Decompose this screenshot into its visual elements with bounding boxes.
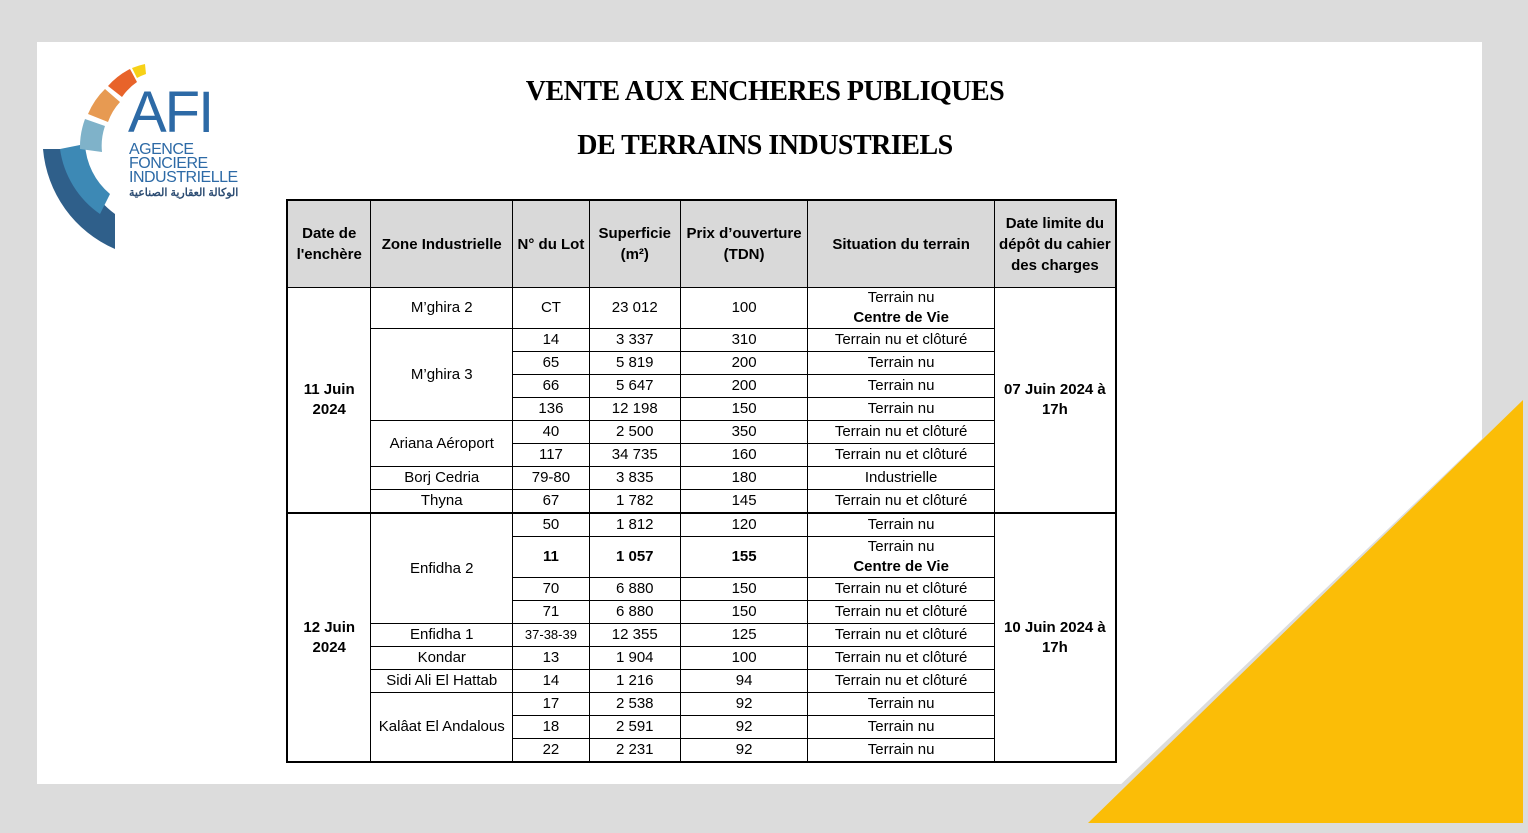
header-prix: Prix d’ouverture (TDN) <box>680 200 808 288</box>
lot-cell: 71 <box>513 601 590 624</box>
situation-cell <box>808 490 994 514</box>
situation-cell <box>808 329 994 352</box>
table-row <box>287 624 1116 647</box>
table-row <box>287 421 1116 444</box>
situation-text: Terrain nu et clôturé <box>834 492 968 509</box>
auction-date-cell: 12 Juin 2024 <box>287 513 371 762</box>
situation-cell <box>808 716 994 739</box>
table-row <box>287 693 1116 716</box>
afi-logo <box>40 64 270 254</box>
superficie-cell: 2 231 <box>589 739 680 763</box>
situation-text: Terrain nu et clôturé <box>834 580 968 597</box>
situation-cell <box>808 670 994 693</box>
situation-cell <box>808 375 994 398</box>
table-row <box>287 329 1116 352</box>
prix-cell: 92 <box>680 693 808 716</box>
situation-cell <box>808 513 994 537</box>
superficie-cell: 2 591 <box>589 716 680 739</box>
situation-cell <box>808 647 994 670</box>
prix-cell: 350 <box>680 421 808 444</box>
superficie-cell: 2 538 <box>589 693 680 716</box>
header-situation: Situation du terrain <box>808 200 994 288</box>
logo-arabic: الوكالة العقارية الصناعية <box>129 187 239 199</box>
prix-cell: 150 <box>680 601 808 624</box>
lot-cell: 11 <box>513 537 590 578</box>
situation-text: Terrain nu <box>867 516 935 533</box>
situation-text: Terrain nu <box>867 354 935 371</box>
zone-cell: Kondar <box>371 647 513 670</box>
superficie-cell: 1 904 <box>589 647 680 670</box>
lot-cell: 67 <box>513 490 590 514</box>
logo-line-2: FONCIERE <box>129 155 208 172</box>
table-row <box>287 647 1116 670</box>
superficie-cell: 34 735 <box>589 444 680 467</box>
superficie-cell: 6 880 <box>589 578 680 601</box>
situation-cell <box>808 288 994 329</box>
zone-cell: Sidi Ali El Hattab <box>371 670 513 693</box>
zone-cell: Ariana Aéroport <box>371 421 513 467</box>
situation-cell <box>808 398 994 421</box>
lot-cell: 50 <box>513 513 590 537</box>
lot-cell: 136 <box>513 398 590 421</box>
logo-line-1: AGENCE <box>129 141 194 158</box>
lot-cell: 14 <box>513 329 590 352</box>
table-row <box>287 288 1116 329</box>
table-row <box>287 467 1116 490</box>
prix-cell: 150 <box>680 398 808 421</box>
situation-cell <box>808 421 994 444</box>
superficie-cell: 12 198 <box>589 398 680 421</box>
prix-cell: 180 <box>680 467 808 490</box>
situation-text: Terrain nu <box>867 400 935 417</box>
situation-text: Terrain nu <box>867 741 935 758</box>
situation-cell <box>808 601 994 624</box>
prix-cell: 310 <box>680 329 808 352</box>
header-superficie: Superficie (m²) <box>589 200 680 288</box>
lot-cell: 37-38-39 <box>513 624 590 647</box>
title-line-2: DE TERRAINS INDUSTRIELS <box>577 130 953 161</box>
table-row <box>287 490 1116 514</box>
situation-text: Terrain nu et clôturé <box>834 603 968 620</box>
situation-text: Terrain nu et clôturé <box>834 331 968 348</box>
header-zone: Zone Industrielle <box>371 200 513 288</box>
lot-cell: 13 <box>513 647 590 670</box>
lot-cell: 117 <box>513 444 590 467</box>
superficie-cell: 5 819 <box>589 352 680 375</box>
logo-acronym: AFI <box>128 80 213 145</box>
lot-cell: 40 <box>513 421 590 444</box>
lot-cell: 79-80 <box>513 467 590 490</box>
superficie-cell: 1 812 <box>589 513 680 537</box>
auction-date-cell: 11 Juin 2024 <box>287 288 371 514</box>
zone-cell: M’ghira 3 <box>371 329 513 421</box>
situation-text: Terrain nu et clôturé <box>834 672 968 689</box>
situation-cell <box>808 537 994 578</box>
situation-text: Industrielle <box>864 469 938 486</box>
deadline-cell: 10 Juin 2024 à 17h <box>994 513 1116 762</box>
situation-text: Terrain nu <box>867 289 935 306</box>
header-lot: N° du Lot <box>513 200 590 288</box>
table-row <box>287 513 1116 537</box>
lot-cell: 70 <box>513 578 590 601</box>
lot-cell: 66 <box>513 375 590 398</box>
prix-cell: 155 <box>680 537 808 578</box>
prix-cell: 200 <box>680 375 808 398</box>
situation-cell <box>808 739 994 763</box>
situation-text: Terrain nu <box>867 377 935 394</box>
superficie-cell: 3 835 <box>589 467 680 490</box>
situation-text: Terrain nu et clôturé <box>834 423 968 440</box>
situation-text: Terrain nu et clôturé <box>834 446 968 463</box>
header-limite: Date limite du dépôt du cahier des charges <box>994 200 1116 288</box>
superficie-cell: 3 337 <box>589 329 680 352</box>
lot-cell: 14 <box>513 670 590 693</box>
prix-cell: 160 <box>680 444 808 467</box>
superficie-cell: 1 216 <box>589 670 680 693</box>
zone-cell: Enfidha 1 <box>371 624 513 647</box>
prix-cell: 200 <box>680 352 808 375</box>
situation-text: Terrain nu et clôturé <box>834 626 968 643</box>
table-row <box>287 670 1116 693</box>
superficie-cell: 1 057 <box>589 537 680 578</box>
situation-text: Terrain nu et clôturé <box>834 649 968 666</box>
lot-cell: 18 <box>513 716 590 739</box>
situation-cell <box>808 352 994 375</box>
superficie-cell: 12 355 <box>589 624 680 647</box>
situation-cell <box>808 444 994 467</box>
superficie-cell: 5 647 <box>589 375 680 398</box>
zone-cell: Enfidha 2 <box>371 513 513 624</box>
prix-cell: 92 <box>680 739 808 763</box>
prix-cell: 100 <box>680 288 808 329</box>
lot-cell: 17 <box>513 693 590 716</box>
logo-line-3: INDUSTRIELLE <box>129 169 238 186</box>
prix-cell: 94 <box>680 670 808 693</box>
table-header-row <box>287 200 1116 288</box>
deadline-cell: 07 Juin 2024 à 17h <box>994 288 1116 514</box>
superficie-cell: 2 500 <box>589 421 680 444</box>
lot-cell: 65 <box>513 352 590 375</box>
situation-cell <box>808 578 994 601</box>
title-line-1: VENTE AUX ENCHERES PUBLIQUES <box>525 76 1005 107</box>
situation-note: Centre de Vie <box>853 558 949 575</box>
zone-cell: Kalâat El Andalous <box>371 693 513 763</box>
situation-note: Centre de Vie <box>853 309 949 326</box>
situation-text: Terrain nu <box>867 695 935 712</box>
zone-cell: Thyna <box>371 490 513 514</box>
zone-cell: Borj Cedria <box>371 467 513 490</box>
situation-cell <box>808 693 994 716</box>
situation-text: Terrain nu <box>867 538 935 555</box>
auction-table <box>286 199 1117 763</box>
prix-cell: 100 <box>680 647 808 670</box>
prix-cell: 145 <box>680 490 808 514</box>
prix-cell: 92 <box>680 716 808 739</box>
prix-cell: 125 <box>680 624 808 647</box>
prix-cell: 150 <box>680 578 808 601</box>
superficie-cell: 6 880 <box>589 601 680 624</box>
lot-cell: CT <box>513 288 590 329</box>
superficie-cell: 1 782 <box>589 490 680 514</box>
prix-cell: 120 <box>680 513 808 537</box>
situation-text: Terrain nu <box>867 718 935 735</box>
situation-cell <box>808 624 994 647</box>
lot-cell: 22 <box>513 739 590 763</box>
zone-cell: M’ghira 2 <box>371 288 513 329</box>
situation-cell <box>808 467 994 490</box>
superficie-cell: 23 012 <box>589 288 680 329</box>
header-date: Date de l'enchère <box>287 200 371 288</box>
